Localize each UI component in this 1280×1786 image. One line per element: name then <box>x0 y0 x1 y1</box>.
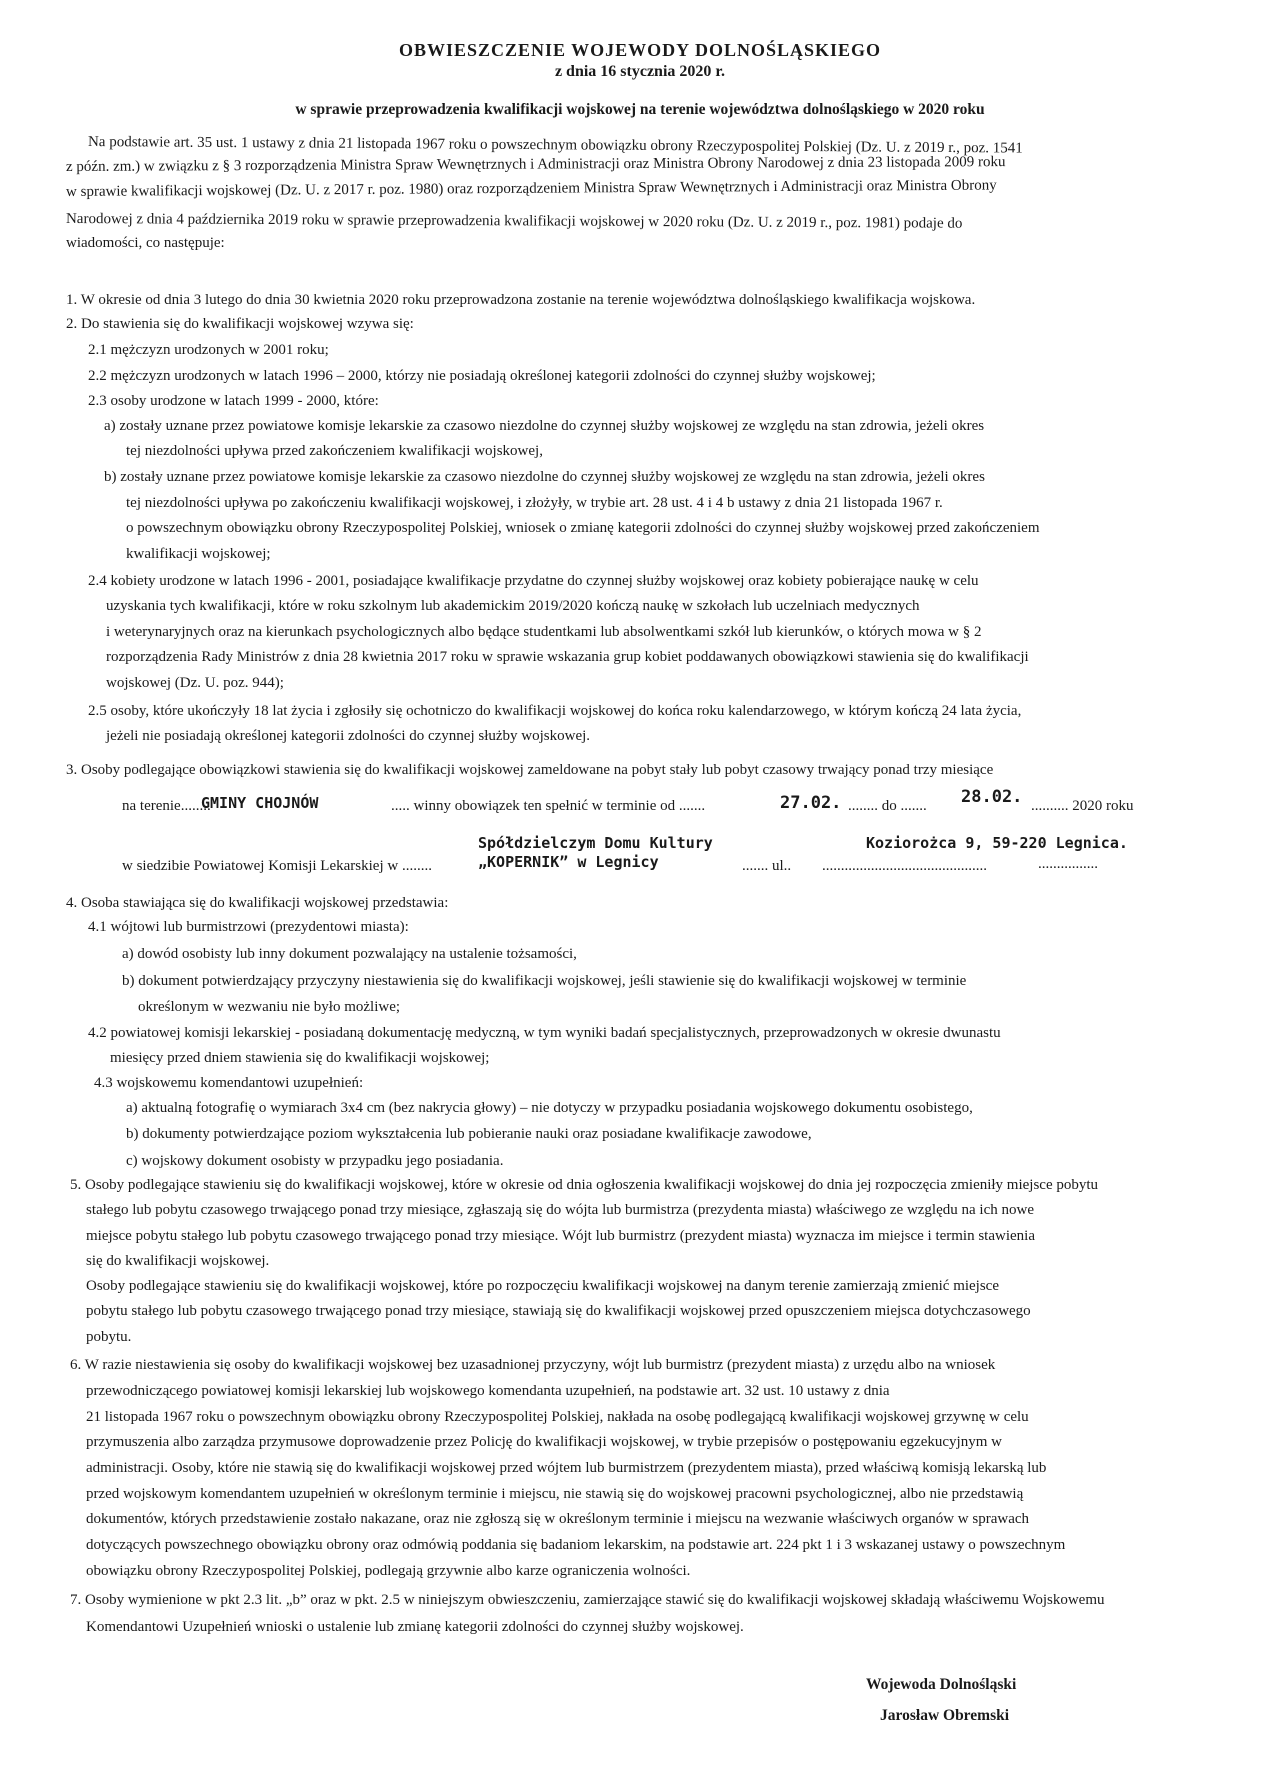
document-title: OBWIESZCZENIE WOJEWODY DOLNOŚLĄSKIEGO <box>398 40 882 60</box>
document-date: z dnia 16 stycznia 2020 r. <box>554 63 726 80</box>
section-6-line: dokumentów, których przedstawienie zostało nakazane, oraz nie zgłoszą się w określonym terminie i miejscu na wezwanie właściwych organów w sprawach <box>86 1511 1030 1527</box>
section-5-line: się do kwalifikacji wojskowej. <box>86 1253 270 1269</box>
preamble-line: z późn. zm.) w związku z § 3 rozporządzenia Ministra Spraw Wewnętrznych i Administracji oraz Ministra Obrony Narodowej z dnia 23 listopada 2009 roku <box>65 154 1006 175</box>
deadline-label: ..... winny obowiązek ten spełnić w terminie od ....... <box>391 798 706 814</box>
municipality-field: GMINY CHOJNÓW <box>201 794 319 812</box>
section-5-line: 5. Osoby podlegające stawieniu się do kwalifikacji wojskowej, które w okresie od dnia ogłoszenia kwalifikacji wojskowej do dnia jej rozpoczęcia zmieniły miejsce pobytu <box>70 1177 1099 1193</box>
section-7-line: 7. Osoby wymienione w pkt 2.3 lit. „b” oraz w pkt. 2.5 w niniejszym obwieszczeniu, zamierzające stawić się do kwalifikacji wojskowej składają właściwemu Wojskowemu <box>70 1592 1105 1608</box>
section-5-line: miejsce pobytu stałego lub pobytu czasowego trwającego ponad trzy miesiące. Wójt lub burmistrz (prezydent miasta) wyznacza im miejsce i termin stawienia <box>86 1228 1035 1244</box>
item-4-3-b: b) dokumenty potwierdzające poziom wykształcenia lub pobieranie nauki oraz posiadane kwalifikacje zawodowe, <box>126 1126 812 1142</box>
item-2-1: 2.1 mężczyzn urodzonych w 2001 roku; <box>88 342 329 358</box>
section-3-line: 3. Osoby podlegające obowiązkowi stawienia się do kwalifikacji wojskowej zameldowane na pobyt stały lub pobyt czasowy trwający ponad trzy miesiące <box>66 762 994 778</box>
section-6-line: obowiązku obrony Rzeczypospolitej Polskiej, podlegają grzywnie albo karze ograniczenia wolności. <box>86 1563 691 1579</box>
item-2-5-cont: jeżeli nie posiadają określonej kategorii zdolności do czynnej służby wojskowej. <box>106 728 591 744</box>
section-6-line: przed wojskowym komendantem uzupełnień w określonym terminie i miejscu, nie stawią się do wojskowej pracowni psychologicznej, albo nie przedstawią <box>86 1486 1024 1502</box>
date-to-field: 28.02. <box>961 787 1023 807</box>
item-4-3: 4.3 wojskowemu komendantowi uzupełnień: <box>94 1075 364 1091</box>
preamble-line: wiadomości, co następuje: <box>66 235 225 251</box>
item-2-3-b-cont: kwalifikacji wojskowej; <box>126 546 271 562</box>
item-2-5: 2.5 osoby, które ukończyły 18 lat życia i zgłosiły się ochotniczo do kwalifikacji wojskowej do końca roku kalendarzowego, w którym kończą 24 lata życia, <box>88 703 1022 719</box>
place-name-line1: Spółdzielczym Domu Kultury <box>478 834 713 852</box>
section-6-line: dotyczących powszechnego obowiązku obrony oraz odmówią poddania się badaniom lekarskim, na podstawie art. 224 pkt 1 i 3 wskazanej ustawy o powszechnym <box>86 1537 1066 1553</box>
item-2-4: 2.4 kobiety urodzone w latach 1996 - 2001, posiadające kwalifikacje przydatne do czynnej służby wojskowej oraz kobiety pobierające naukę w celu <box>88 573 979 589</box>
preamble-line: w sprawie kwalifikacji wojskowej (Dz. U. z 2017 r. poz. 1980) oraz rozporządzeniem Ministra Spraw Wewnętrznych i Administracji oraz Ministra Obrony <box>65 177 997 200</box>
signature-role: Wojewoda Dolnośląski <box>866 1676 1017 1693</box>
year-label: .......... 2020 roku <box>1031 798 1134 814</box>
commission-label: w siedzibie Powiatowej Komisji Lekarskiej w ........ <box>122 858 432 874</box>
item-2-2: 2.2 mężczyzn urodzonych w latach 1996 – 2000, którzy nie posiadają określonej kategorii zdolności do czynnej służby wojskowej; <box>88 368 876 384</box>
street-dots: ............................................ <box>822 858 987 874</box>
section-4-heading: 4. Osoba stawiająca się do kwalifikacji wojskowej przedstawia: <box>66 895 449 911</box>
item-4-2: 4.2 powiatowej komisji lekarskiej - posiadaną dokumentację medyczną, w tym wyniki badań specjalistycznych, przeprowadzonych w okresie dwunastu <box>88 1025 1001 1041</box>
section-5-line: Osoby podlegające stawieniu się do kwalifikacji wojskowej, które po rozpoczęciu kwalifikacji wojskowej na danym terenie zamierzają zmienić miejsce <box>86 1278 1000 1294</box>
address-field: Koziorożca 9, 59-220 Legnica. <box>866 834 1128 852</box>
preamble-line: Narodowej z dnia 4 października 2019 roku w sprawie przeprowadzenia kwalifikacji wojskowej w 2020 roku (Dz. U. z 2019 r., poz. 1981) podaje do <box>65 211 963 232</box>
section-1: 1. W okresie od dnia 3 lutego do dnia 30 kwietnia 2020 roku przeprowadzona zostanie na terenie województwa dolnośląskiego kwalifikacja wojskowa. <box>66 292 976 308</box>
item-2-3-a-cont: tej niezdolności upływa przed zakończeniem kwalifikacji wojskowej, <box>126 443 543 459</box>
item-2-3-a: a) zostały uznane przez powiatowe komisje lekarskie za czasowo niezdolne do czynnej służby wojskowej ze względu na stan zdrowia, jeżeli okres <box>104 418 985 434</box>
document-subject: w sprawie przeprowadzenia kwalifikacji wojskowej na terenie województwa dolnośląskiego w 2020 roku <box>295 101 985 118</box>
item-2-4-cont: rozporządzenia Rady Ministrów z dnia 28 kwietnia 2017 roku w sprawie wskazania grup kobiet poddawanych obowiązkowi stawienia się do kwalifikacji <box>106 649 1029 665</box>
item-4-1: 4.1 wójtowi lub burmistrzowi (prezydentowi miasta): <box>88 919 409 935</box>
item-2-3-b-cont: o powszechnym obowiązku obrony Rzeczypospolitej Polskiej, wniosek o zmianę kategorii zdolności do czynnej służby wojskowej przed zakończeniem <box>126 520 1040 536</box>
section-5-line: pobytu. <box>86 1329 132 1345</box>
section-6-line: administracji. Osoby, które nie stawią się do kwalifikacji wojskowej przed wójtem lub burmistrzem (prezydentem miasta), przed właściwą komisją lekarską lub <box>86 1460 1047 1476</box>
area-label: na terenie........ <box>122 798 211 814</box>
item-2-4-cont: uzyskania tych kwalifikacji, które w roku szkolnym lub akademickim 2019/2020 kończą naukę w szkołach lub uczelniach medycznych <box>106 598 920 614</box>
item-2-4-cont: wojskowej (Dz. U. poz. 944); <box>106 675 284 691</box>
section-5-line: stałego lub pobytu czasowego trwającego ponad trzy miesiące, zgłaszają się do wójta lub burmistrza (prezydenta miasta) właściwego ze względu na ich nowe <box>86 1202 1034 1218</box>
item-2-3: 2.3 osoby urodzone w latach 1999 - 2000, które: <box>88 393 379 409</box>
signature-name: Jarosław Obremski <box>880 1707 1010 1724</box>
address-end-dots: ................ <box>1038 856 1098 872</box>
item-4-1-b: b) dokument potwierdzający przyczyny niestawienia się do kwalifikacji wojskowej, jeśli stawienie się do kwalifikacji wojskowej w terminie <box>122 973 967 989</box>
section-6-line: 21 listopada 1967 roku o powszechnym obowiązku obrony Rzeczypospolitej Polskiej, nakłada na osobę podlegającą kwalifikacji wojskowej grzywnę w celu <box>86 1409 1029 1425</box>
item-4-1-a: a) dowód osobisty lub inny dokument pozwalający na ustalenie tożsamości, <box>122 946 577 962</box>
item-4-3-c: c) wojskowy dokument osobisty w przypadku jego posiadania. <box>126 1153 504 1169</box>
section-6-line: 6. W razie niestawienia się osoby do kwalifikacji wojskowej bez uzasadnionej przyczyny, wójt lub burmistrz (prezydent miasta) z urzędu albo na wniosek <box>70 1357 996 1373</box>
date-separator: ........ do ....... <box>848 798 927 814</box>
section-7-line: Komendantowi Uzupełnień wnioski o ustalenie lub zmianę kategorii zdolności do czynnej służby wojskowej. <box>86 1619 744 1635</box>
place-name-line2: „KOPERNIK” w Legnicy <box>478 853 659 871</box>
street-label: ....... ul.. <box>742 858 792 874</box>
item-2-4-cont: i weterynaryjnych oraz na kierunkach psychologicznych albo będące studentkami lub absolwentkami szkół lub kierunków, o których mowa w § 2 <box>106 624 982 640</box>
item-4-2-cont: miesięcy przed dniem stawienia się do kwalifikacji wojskowej; <box>110 1050 490 1066</box>
date-from-field: 27.02. <box>780 793 842 813</box>
preamble-line: Na podstawie art. 35 ust. 1 ustawy z dnia 21 listopada 1967 roku o powszechnym obowiązku obrony Rzeczypospolitej Polskiej (Dz. U. z 2019 r., poz. 1541 <box>87 134 1023 157</box>
section-2-heading: 2. Do stawienia się do kwalifikacji wojskowej wzywa się: <box>66 316 414 332</box>
item-4-3-a: a) aktualną fotografię o wymiarach 3x4 cm (bez nakrycia głowy) – nie dotyczy w przypadku posiadania wojskowego dokumentu osobistego, <box>126 1100 973 1116</box>
item-4-1-b-cont: określonym w wezwaniu nie było możliwe; <box>138 999 401 1015</box>
section-6-line: przymuszenia albo zarządza przymusowe doprowadzenie przez Policję do kwalifikacji wojskowej, w trybie przepisów o postępowaniu egzekucyjnym w <box>86 1434 1002 1450</box>
item-2-3-b: b) zostały uznane przez powiatowe komisje lekarskie za czasowo niezdolne do czynnej służby wojskowej ze względu na stan zdrowia, jeżeli okres <box>104 469 985 485</box>
item-2-3-b-cont: tej niezdolności upływa po zakończeniu kwalifikacji wojskowej, i złożyły, w trybie art. 28 ust. 4 i 4 b ustawy z dnia 21 listopada 1967 r. <box>126 495 943 511</box>
section-5-line: pobytu stałego lub pobytu czasowego trwającego ponad trzy miesiące, stawiają się do kwalifikacji wojskowej przed opuszczeniem miejsca dotychczasowego <box>86 1303 1031 1319</box>
section-6-line: przewodniczącego powiatowej komisji lekarskiej lub wojskowego komendanta uzupełnień, na podstawie art. 32 ust. 10 ustawy z dnia <box>86 1383 890 1399</box>
